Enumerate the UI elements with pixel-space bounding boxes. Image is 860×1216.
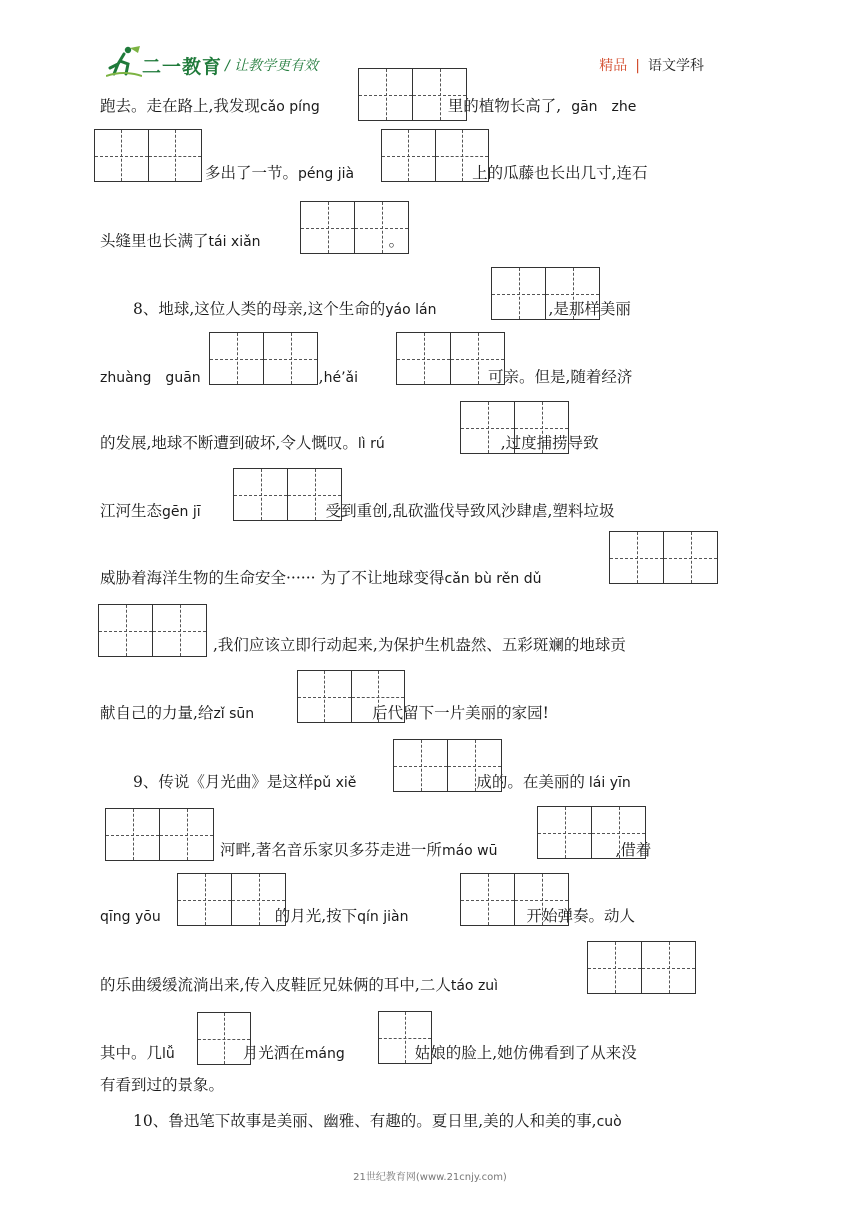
pinyin: máng bbox=[304, 1046, 345, 1062]
jingpin-label: 精品 bbox=[599, 58, 628, 74]
text-segment: 威胁着海洋生物的生命安全······ 为了不让地球变得 bbox=[100, 569, 445, 587]
answer-box[interactable] bbox=[378, 1011, 432, 1064]
answer-box[interactable] bbox=[105, 808, 214, 861]
page-footer: 21世纪教育网(www.21cnjy.com) bbox=[353, 1172, 507, 1183]
text-segment: 姑娘的脸上,她仿佛看到了从来没 bbox=[414, 1044, 637, 1062]
text-segment: 的乐曲缓缓流淌出来,传入皮鞋匠兄妹俩的耳中,二人 bbox=[100, 976, 451, 994]
answer-box[interactable] bbox=[358, 68, 467, 121]
pinyin: péng jià bbox=[298, 166, 355, 182]
answer-box[interactable] bbox=[491, 267, 600, 320]
answer-box[interactable] bbox=[537, 806, 646, 859]
text-segment: 其中。几 bbox=[100, 1044, 163, 1062]
answer-box[interactable] bbox=[393, 739, 502, 792]
text-segment: 。 bbox=[388, 232, 405, 250]
pinyin: tái xiǎn bbox=[208, 234, 261, 250]
text-segment: 受到重创,乱砍滥伐导致风沙肆虐,塑料垃圾 bbox=[325, 502, 615, 520]
text-segment: 上的瓜藤也长出几寸,连石 bbox=[472, 164, 648, 182]
answer-box[interactable] bbox=[460, 873, 569, 926]
text-segment: 9、传说《月光曲》是这样 bbox=[133, 773, 314, 791]
pinyin: gēn jī bbox=[162, 504, 201, 520]
pinyin: cuò bbox=[596, 1114, 622, 1130]
answer-box[interactable] bbox=[300, 201, 409, 254]
pinyin: gān zhe bbox=[571, 99, 637, 115]
brand-name: 二一教育 bbox=[142, 56, 223, 78]
text-line-16 bbox=[100, 1078, 224, 1094]
pinyin: qín jiàn bbox=[357, 909, 409, 925]
text-segment: 多出了一节。 bbox=[205, 164, 299, 182]
text-segment: 有看到过的景象。 bbox=[100, 1076, 225, 1094]
answer-box[interactable] bbox=[94, 129, 202, 182]
answer-box[interactable] bbox=[381, 129, 489, 182]
text-segment: 月光洒在 bbox=[242, 1044, 305, 1062]
text-segment: 10、鲁迅笔下故事是美丽、幽雅、有趣的。夏日里,美的人和美的事, bbox=[133, 1112, 597, 1130]
answer-box[interactable] bbox=[609, 531, 718, 584]
pinyin: zhuàng guān bbox=[100, 370, 201, 386]
header-separator: | bbox=[635, 58, 640, 74]
text-line-17 bbox=[133, 1114, 622, 1130]
text-segment: 跑去。走在路上,我发现 bbox=[100, 97, 260, 115]
pinyin: cǎo píng bbox=[259, 99, 320, 115]
answer-box[interactable] bbox=[396, 332, 505, 385]
subject-label: 语文学科 bbox=[648, 58, 704, 74]
text-segment: 开始弹奏。动人 bbox=[526, 907, 636, 925]
text-segment: 献自己的力量,给 bbox=[100, 704, 214, 722]
answer-box[interactable] bbox=[209, 332, 318, 385]
text-line-15 bbox=[100, 1046, 637, 1062]
text-segment: 河畔,著名音乐家贝多芬走进一所 bbox=[220, 841, 442, 859]
running-man-flag-logo bbox=[106, 44, 142, 78]
pinyin: lǚ bbox=[162, 1046, 175, 1062]
header-right bbox=[599, 55, 704, 75]
text-segment: 的月光,按下 bbox=[274, 907, 358, 925]
slogan: / 让教学更有效 bbox=[225, 58, 319, 74]
text-segment: ,我们应该立即行动起来,为保护生机盎然、五彩斑斓的地球贡 bbox=[213, 636, 626, 654]
pinyin: táo zuì bbox=[450, 978, 499, 994]
text-segment: 头缝里也长满了 bbox=[100, 232, 209, 250]
text-segment: 江河生态 bbox=[100, 502, 163, 520]
text-segment: 可亲。但是,随着经济 bbox=[488, 368, 633, 386]
text-segment: 的发展,地球不断遭到破坏,令人慨叹。 bbox=[100, 434, 358, 452]
answer-box[interactable] bbox=[177, 873, 286, 926]
pinyin: yáo lán bbox=[385, 302, 437, 318]
text-segment: , bbox=[318, 368, 324, 386]
answer-box[interactable] bbox=[197, 1012, 251, 1065]
text-line-7 bbox=[100, 504, 614, 520]
answer-box[interactable] bbox=[297, 670, 405, 723]
text-line-5 bbox=[100, 370, 632, 386]
text-segment: 后代留下一片美丽的家园! bbox=[372, 704, 549, 722]
answer-box[interactable] bbox=[587, 941, 696, 994]
answer-box[interactable] bbox=[98, 604, 207, 657]
text-segment: ,过度捕捞导致 bbox=[500, 434, 599, 452]
pinyin: cǎn bù rěn dǔ bbox=[444, 571, 542, 587]
pinyin: zǐ sūn bbox=[213, 706, 255, 722]
pinyin: lái yīn bbox=[588, 775, 631, 791]
pinyin: qīng yōu bbox=[100, 909, 161, 925]
text-line-11 bbox=[133, 775, 631, 791]
pinyin: hé’ǎi bbox=[323, 370, 358, 386]
pinyin: pǔ xiě bbox=[313, 775, 357, 791]
pinyin: máo wū bbox=[441, 843, 498, 859]
text-segment: 里的植物长高了, bbox=[447, 97, 562, 115]
text-segment: 成的。在美丽的 bbox=[476, 773, 585, 791]
text-segment: ,是那样美丽 bbox=[548, 300, 631, 318]
text-line-14 bbox=[100, 978, 498, 994]
answer-box[interactable] bbox=[460, 401, 569, 454]
answer-box[interactable] bbox=[233, 468, 342, 521]
text-line-8 bbox=[100, 571, 541, 587]
text-segment: ,借着 bbox=[615, 841, 652, 859]
pinyin: lì rú bbox=[357, 436, 385, 452]
text-segment: 8、地球,这位人类的母亲,这个生命的 bbox=[133, 300, 386, 318]
text-line-9 bbox=[213, 638, 626, 654]
